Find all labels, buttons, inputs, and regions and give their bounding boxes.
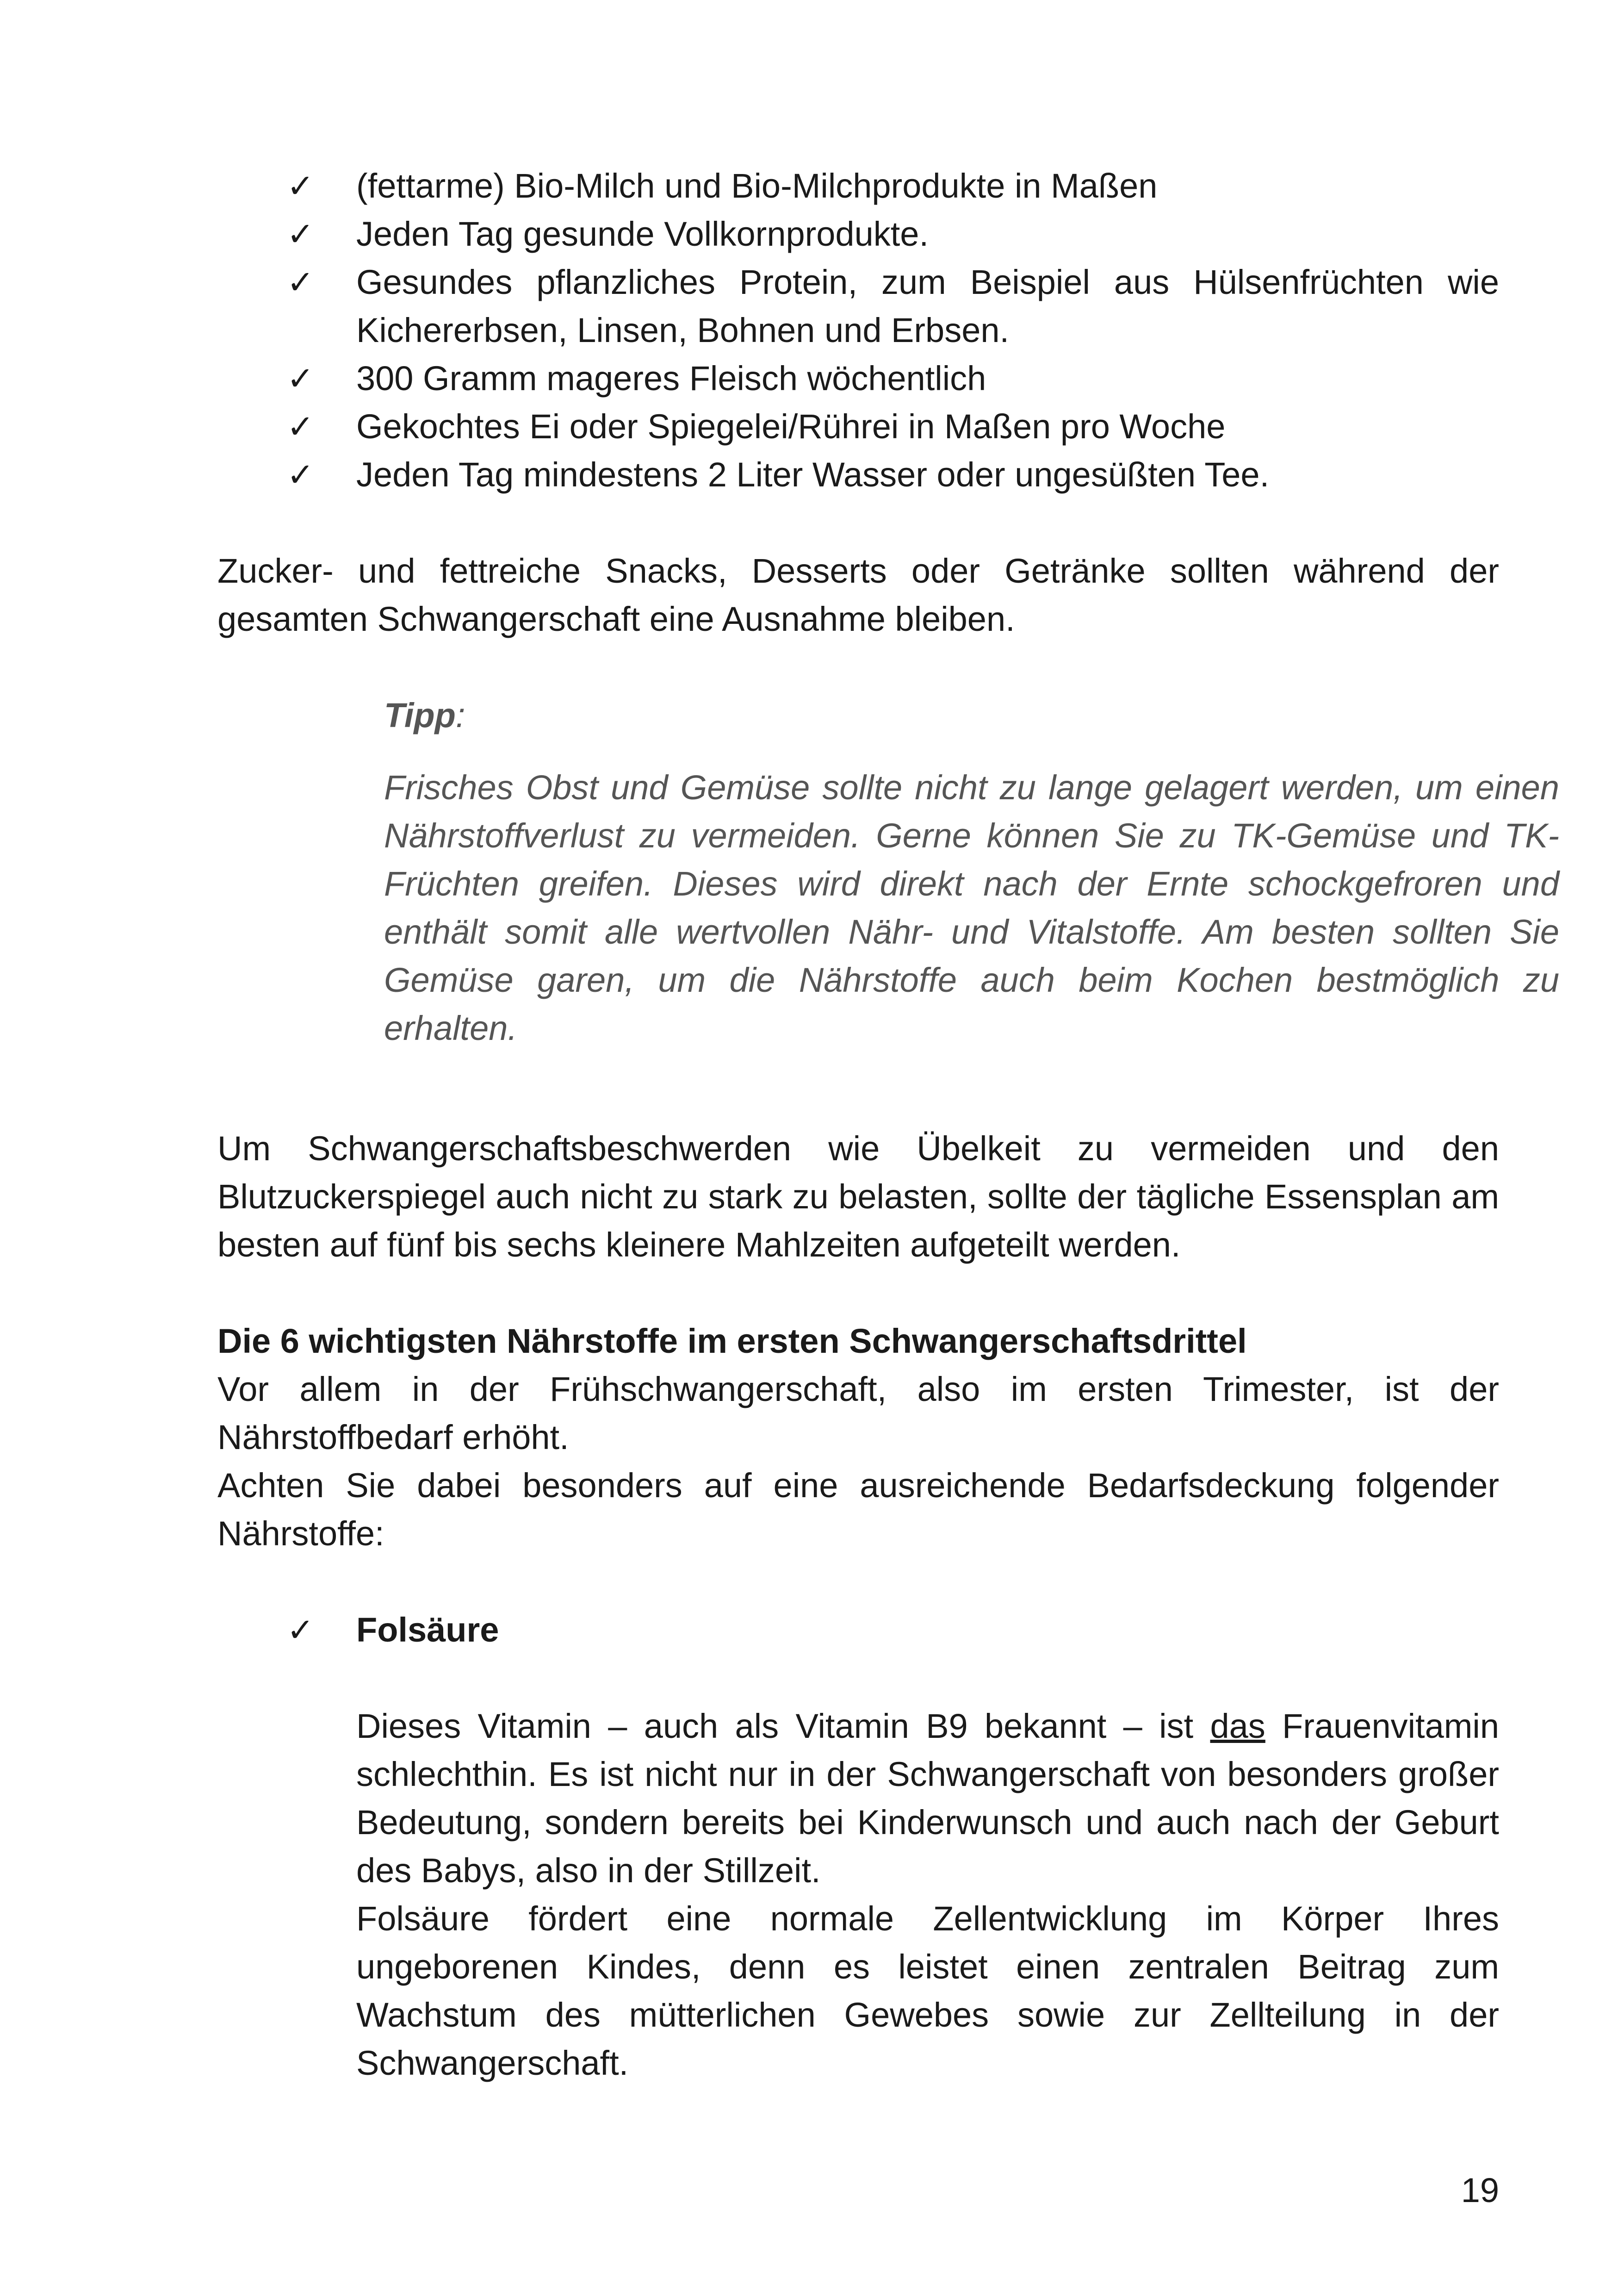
snacks-paragraph: Zucker- und fettreiche Snacks, Desserts oder Getränke sollten während der gesamten Schwangerschaft eine Ausnahme bleiben. [217,552,1499,638]
section-heading: Die 6 wichtigsten Nährstoffe im ersten Schwangerschaftsdrittel [217,1322,1247,1360]
folsaeure-text-part: Frauenvitamin schlechthin. Es ist nicht nur in der Schwangerschaft von besonders großer Bedeutung, sondern bereits bei Kinderwunsch und auch nach der Geburt des Babys, also in der Stillzeit. [356,1707,1499,1890]
list-item-text: Jeden Tag gesunde Vollkornprodukte. [356,215,929,253]
achten-paragraph: Achten Sie dabei besonders auf eine ausreichende Bedarfsdeckung folgender Nährstoffe: [217,1466,1499,1553]
tip-title [384,691,1559,740]
checkmark-icon: ✓ [287,263,314,301]
list-item [217,1606,1499,1654]
list-item [217,162,1499,210]
list-item-text: 300 Gramm mageres Fleisch wöchentlich [356,359,986,398]
list-item-text: Jeden Tag mindestens 2 Liter Wasser oder ungesüßten Tee. [356,455,1270,494]
nutrient-list [217,1606,1499,1654]
list-item [217,210,1499,258]
folsaeure-paragraph-2: Folsäure fördert eine normale Zellentwicklung im Körper Ihres ungeborenen Kindes, denn es leistet einen zentralen Beitrag zum Wachstum des mütterlichen Gewebes sowie zur Zellteilung in der Schwangerschaft. [356,1899,1499,2082]
trimester-paragraph: Vor allem in der Frühschwangerschaft, also im ersten Trimester, ist der Nährstoffbedarf erhöht. [217,1370,1499,1456]
nutrient-title: Folsäure [356,1611,499,1649]
list-item [217,258,1499,355]
list-item [217,355,1499,403]
checkmark-icon: ✓ [287,408,314,446]
tip-title-colon: : [455,696,465,734]
list-item-text: Gekochtes Ei oder Spiegelei/Rührei in Maßen pro Woche [356,407,1226,446]
checkmark-icon: ✓ [287,167,314,205]
list-item [217,451,1499,499]
checkmark-icon: ✓ [287,215,314,253]
page-content [217,162,1559,2087]
folsaeure-description [356,1702,1499,2087]
tip-box [384,691,1559,1052]
meals-paragraph: Um Schwangerschaftsbeschwerden wie Übelkeit zu vermeiden und den Blutzuckerspiegel auch nicht zu stark zu belasten, sollte der tägliche Essensplan am besten auf fünf bis sechs kleinere Mahlzeiten aufgeteilt werden. [217,1129,1499,1264]
checkmark-icon: ✓ [287,360,314,398]
tip-title-text: Tipp [384,696,456,734]
checkmark-icon: ✓ [287,456,314,494]
list-item [217,403,1499,451]
folsaeure-text-part: Dieses Vitamin – auch als Vitamin B9 bekannt – ist [356,1707,1210,1745]
list-item-text: (fettarme) Bio-Milch und Bio-Milchprodukte in Maßen [356,167,1158,205]
list-item-text: Gesundes pflanzliches Protein, zum Beispiel aus Hülsenfrüchten wie Kichererbsen, Linsen, Bohnen und Erbsen. [356,263,1499,349]
emphasized-word: das [1210,1707,1265,1745]
tip-text: Frisches Obst und Gemüse sollte nicht zu lange gelagert werden, um einen Nährstoffverlust zu vermeiden. Gerne können Sie zu TK-Gemüse und TK-Früchten greifen. Dieses wird direkt nach der Ernte schockgefroren und enthält somit alle wertvollen Nähr- und Vitalstoffe. Am besten sollten Sie Gemüse garen, um die Nährstoffe auch beim Kochen bestmöglich zu erhalten. [384,768,1559,1047]
checkmark-icon: ✓ [287,1611,314,1649]
food-checklist [217,162,1499,499]
page-number: 19 [1461,2171,1499,2209]
folsaeure-paragraph-1 [356,1702,1499,1895]
